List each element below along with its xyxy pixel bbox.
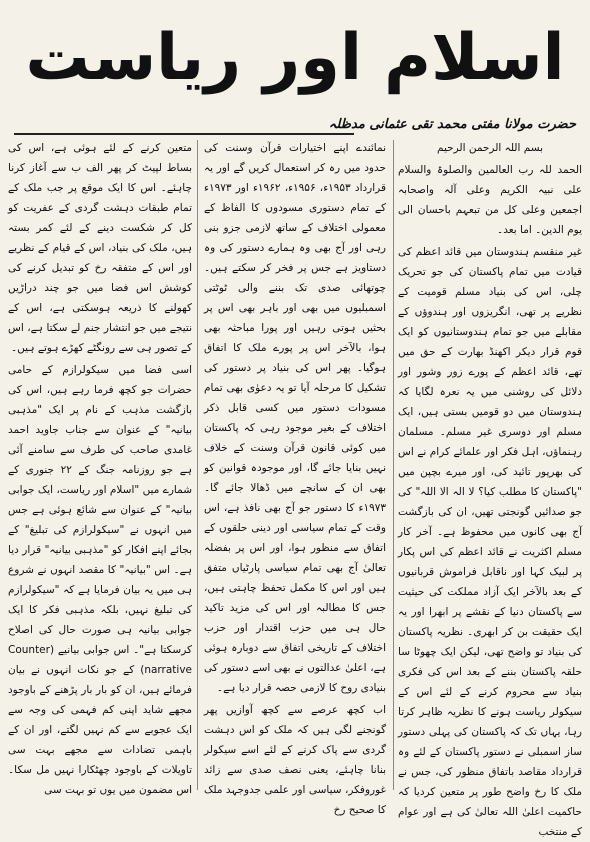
paragraph: نمائندے اپنے اختیارات قرآن وسنت کی حدود میں رہ کر استعمال کریں گے اور یہ قرارداد ۱۹۵۳ء، ۱۹۵۶ء، ۱۹۶۲ء اور ۱۹۷۳ء کے تمام دستوری مسودوں کا الفاظ کے معمولی اختلاف کے ساتھ لازمی جزو بنی رہی اور آج بھی وہ ہمارے دستور کی وہ دستاویز ہے جس پر فخر کر سکتے ہیں۔ چوتھائی صدی تک بننے والی ٹوٹتی اسمبلیوں میں بھی اور باہر بھی اس پر بحثیں ہوتی رہیں اور پورا مباحثہ بھی ہوا، بالآخر اس پر پورے ملک کا اتفاق ہوگیا۔ پھر اس کی بنیاد پر دستور کی تشکیل کا مرحلہ آیا تو یہ دعوٰی بھی تمام مسودات دستور میں کسی قابل ذکر اختلاف کے بغیر موجود رہی کہ پاکستان میں کوئی قانون قرآن وسنت کے خلاف نہیں بنایا جائے گا، اور موجودہ قوانین کو بھی ان کے سانچے میں ڈھالا جائے گا۔ ۱۹۷۳ء کا دستور جو آج بھی نافذ ہے، اس وقت کے تمام سیاسی اور دینی حلقوں کے اتفاق سے منظور ہوا، اور اس پر بفضلہ تعالیٰ آج بھی تمام سیاسی پارٹیاں متفق ہیں اور اس کا مکمل تحفظ چاہتی ہیں، جس کا مطالبہ اور اس کی مزید تاکید حال ہی میں حزب اقتدار اور حزب اختلاف کے تاریخی اتفاق سے دوبارہ ہوئی ہے، اعلیٰ عدالتوں نے بھی اسے دستور کی بنیادی روح کا لازمی حصہ قرار دیا ہے۔ — [204, 142, 386, 694]
column-divider — [393, 140, 394, 790]
paragraph: اب کچھ عرصے سے کچھ آوازیں پھر گونجنے لگی ہیں کہ ملک کو اس دہشت گردی سے پاک کرنے کے لئے اسے سیکولر بنانا چاہئے، یعنی نصف صدی سے زائد غوروفکر، سیاسی اور علمی جدوجہد ملک کا صحیح رخ — [204, 704, 386, 816]
paragraph: اسی فضا میں سیکولرازم کے حامی حضرات جو کچھ فرما رہے ہیں، اس کی بازگشت مذہب کے نام پر ایک "مذہبی بیانیہ" کے عنوان سے جناب جاوید احمد غامدی صاحب کی طرف سے سامنے آئی ہے جو روزنامہ جنگ کے ۲۲ جنوری کے شمارے میں "اسلام اور ریاست، ایک جوابی بیانیہ" کے عنوان سے شائع ہوئی ہے جس میں انہوں نے "سیکولرازم کی تبلیغ" کے بجائے اپنے افکار کو "مذہبی بیانیہ" قرار دیا ہے۔ اس "بیانیہ" کا مقصد انہوں نے شروع ہی میں یہ بیان فرمایا ہے کہ "سیکولرازم کی تبلیغ نہیں، بلکہ مذہبی فکر کا ایک جوابی بیانیہ ہی صورت حال کی اصلاح کرسکتا ہے"۔ اس جوابی بیانیے (Counter narrative) کے جو نکات انہوں نے بیان فرمائے ہیں، ان کو بار بار پڑھنے کے باوجود مجھے شاید اپنی کم فہمی کی وجہ سے ایک عجوبے سے کم نہیں لگتے، اور ان کے باہمی تضادات سے مجھے بہت سی تاویلات کے باوجود چھٹکارا نہیں مل سکا۔ اس مضمون میں یوں تو بہت سی — [8, 364, 193, 796]
article-column-2 — [204, 138, 386, 816]
author-byline: حضرت مولانا مفتی محمد تقی عثمانی مدظلہ — [328, 117, 576, 132]
basmala: بسم اللہ الرحمن الرحیم — [436, 142, 544, 154]
article-column-3 — [8, 138, 192, 794]
byline-row — [0, 116, 590, 136]
column-divider — [197, 140, 198, 790]
article-column-1 — [398, 138, 582, 838]
article-title: اسلام اور ریاست — [25, 21, 565, 95]
paragraph: غیر منقسم ہندوستان میں قائد اعظم کی قیادت میں تمام پاکستان کی جو تحریک چلی، اس کی بنیاد مسلم قومیت کے نظریے پر تھی، انگریزوں اور ہندوؤں کے مقابلے میں جو تمام ہندوستانیوں کو ایک قوم قرار دیکر اکھنڈ بھارت کے حق میں تھے، قائد اعظم کے پورے زور وشور اور دلائل کی روشنی میں یہ نعرہ لگایا کہ ہندوستان میں دو قومیں بستی ہیں، ایک مسلم اور دوسری غیر مسلم۔ مسلمان رہنماؤں، اہل فکر اور علمائے کرام نے اس کی بھرپور تائید کی، اور میرے بچپن میں "پاکستان کا مطلب کیا؟ لا الہ الا اللہ" کی جو صدائیں گونجتی تھیں، ان کی بازگشت آج بھی کانوں میں محفوظ ہے۔ آخر کار مسلم اکثریت نے قائد اعظم کی اس پکار پر لبیک کہا اور ناقابل فراموش قربانیوں کے بعد بالآخر ایک آزاد مملکت کی حیثیت سے پاکستان دنیا کے نقشے پر ابھرا اور یہ ایک حقیقت بن کر ابھری۔ نظریہ پاکستان کی بنیاد تو واضح تھی، لیکن ایک چھوٹا سا حلقہ پاکستان بننے کے بعد اس کی فکری بنیاد سے محروم کرنے کے لئے اس کے سیکولر ریاست ہونے کا نظریہ ظاہر کرتا رہا، یہاں تک کہ پاکستان کی پہلی دستور ساز اسمبلی نے دستور پاکستان کے لئے وہ قرارداد مقاصد باتفاق منظور کی، جس نے ملک کا رخ واضح طور پر متعین کردیا کہ حاکمیت اعلیٰ اللہ تعالیٰ کی ہے اور عوام کے منتخب — [398, 246, 582, 838]
byline-rule — [14, 133, 354, 135]
paragraph: متعین کرنے کے لئے ہوئی ہے، اس کی بساط لپیٹ کر پھر الف ب سے آغاز کرنا چاہئے۔ اس کا ایک موقع پر جب ملک کے تمام طبقات دہشت گردی کے عفریت کو کل کر شکست دینے کے لئے کمر بستہ ہیں، ملک کی بنیاد، اس کے قیام کے نظریے اور اس کے متفقہ رخ کو تبدیل کرنے کی کوشش اس فضا میں جو چند دراڑیں کھولنے کا ذریعہ ہوسکتی ہے، اس کے نتیجے میں جو انتشار جنم لے سکتا ہے، اس کے تصور ہی سے رونگٹے کھڑے ہوتے ہیں۔ — [8, 142, 192, 354]
paragraph: الحمد للہ رب العالمین والصلوۃ والسلام علی نبیہ الکریم وعلی آلہ واصحابہ اجمعین وعلی کل من تبعہم باحسان الی یوم الدین۔ اما بعد۔ — [398, 164, 582, 236]
